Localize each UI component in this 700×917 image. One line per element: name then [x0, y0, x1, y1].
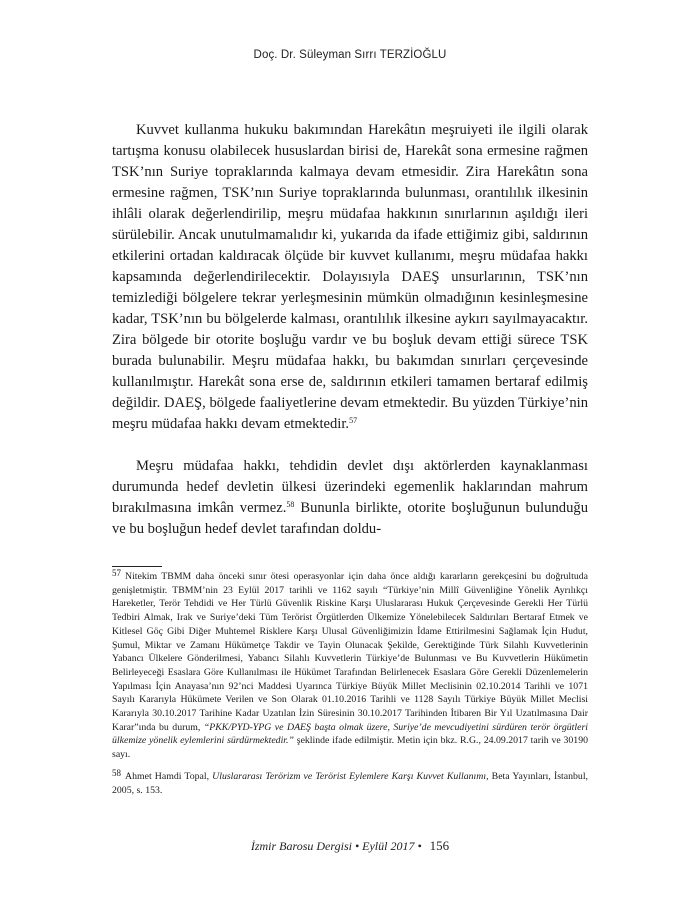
footnote-text: şeklinde ifade edilmiştir. Metin için bkz. R.G., 24.09.2017 tarih ve 30190 sayı.	[112, 735, 588, 761]
footnote-separator	[112, 566, 162, 567]
journal-name: İzmir Barosu Dergisi • Eylül 2017 •	[250, 839, 422, 853]
main-text	[112, 120, 588, 540]
paragraph-2-text-b: Bununla birlikte, otorite boşluğunun bulunduğu ve bu boşluğun hedef devlet tarafından doldu-	[112, 500, 588, 537]
page-footer	[0, 838, 700, 854]
page-number: 156	[429, 838, 450, 853]
running-header: Doç. Dr. Süleyman Sırrı TERZİOĞLU	[253, 49, 447, 61]
footnote-58	[112, 767, 588, 797]
footnote-number: 58	[112, 767, 121, 778]
paragraph-1	[112, 120, 588, 435]
footnote-number: 57	[112, 568, 121, 578]
paragraph-2	[112, 456, 588, 540]
footnote-text: Ahmet Hamdi Topal,	[125, 770, 213, 782]
footnote-ref-57[interactable]: 57	[349, 416, 358, 425]
footnote-text: Beta Yayınları, İstanbul, 2005, s. 153.	[112, 770, 588, 796]
footnote-quote: “PKK/PYD-YPG ve DAEŞ başta olmak üzere, Suriye’de mevcudiyetini sürdüren terör örgütleri ülkemize yönelik eylemlerini sürdürmektedir.”	[112, 721, 588, 747]
footnote-ref-58[interactable]: 58	[286, 500, 295, 509]
footnote-57	[112, 570, 588, 762]
paragraph-2-text-a: Meşru müdafaa hakkı, tehdidin devlet dışı aktörlerden kaynaklanması durumunda hedef devletin ülkesi üzerindeki egemenlik haklarından mahrum bırakılmasına imkân vermez.	[112, 458, 588, 516]
paragraph-1-text: Kuvvet kullanma hukuku bakımından Harekâtın meşruiyeti ile ilgili olarak tartışma konusu olabilecek hususlardan birisi de, Harekât sona ermesine rağmen TSK’nın Suriye topraklarında kalmaya devam etmesidir. Zira Harekâtın sona ermesine rağmen, TSK’nın Suriye topraklarında bulunması, orantılılık ilkesinin ihlâli olarak değerlendirilip, meşru müdafaa hakkının sınırlarının aşıldığı ileri sürülebilir. Ancak unutulmamalıdır ki, yukarıda da ifade ettiğimiz gibi, saldırının etkilerini ortadan kaldıracak ölçüde bir kuvvet kullanımı, meşru müdafaa hakkı kapsamında değerlendirilecektir. Dolayısıyla DAEŞ unsurlarının, TSK’nın temizlediği bölgelere tekrar yerleşmesinin mümkün olmadığının kesinleşmesine kadar, TSK’nın bu bölgelerde kalması, orantılılık ilkesine aykırı sayılmayacaktır. Zira bölgede bir otorite boşluğu vardır ve bu boşluk devam ettiği sürece TSK burada bulunabilir. Meşru müdafaa hakkı, bu bakımdan sınırları çerçevesinde kullanılmıştır. Harekât sona erse de, saldırının etkileri tamamen bertaraf edilmiş değildir. DAEŞ, bölgede faaliyetlerine devam etmektedir. Bu yüzden Türkiye’nin meşru müdafaa hakkı devam etmektedir.	[112, 122, 588, 432]
footnotes	[112, 570, 588, 797]
footnote-text: Nitekim TBMM daha önceki sınır ötesi operasyonlar için daha önce aldığı kararların gerekçesini bu doğrultuda genişletmiştir. TBMM’nin 23 Eylül 2017 tarihli ve 1162 sayılı “Türkiye’nin Millî Güvenliğine Yönelik Ayrılıkçı Hareketler, Terör Tehdidi ve Her Türlü Güvenlik Riskine Karşı Uluslararası Hukuk Çerçevesinde Gerekli Her Türlü Tedbiri Almak, Irak ve Suriye’deki Tüm Terörist Örgütlerden Ülkemize Yönelebilecek Saldırıları Bertaraf Etmek ve Kitlesel Göç Gibi Diğer Muhtemel Risklere Karşı Ulusal Güvenliğimizin İdame Ettirilmesini Sağlamak İçin Hudut, Şumul, Miktar ve Zamanı Hükümetçe Takdir ve Tayin Olunacak Şekilde, Gerektiğinde Türk Silahlı Kuvvetlerinin Yabancı Ülkelere Gönderilmesi, Yabancı Silahlı Kuvvetlerin Türkiye’de Bulunması ve Bu Kuvvetlerin Hükümetin Belirleyeceği Esaslara Göre Kullanılması ile Hükümet Tarafından Belirlenecek Esaslara Göre Gerekli Düzenlemelerin Yapılması İçin Anayasa’nın 92’nci Maddesi Uyarınca Türkiye Büyük Millet Meclisinin 02.10.2014 Tarihli ve 1071 Sayılı Kararıyla Hükümete Verilen ve Son Olarak 01.10.2016 Tarihli ve 1128 Sayılı Türkiye Büyük Millet Meclisi Kararıyla 30.10.2017 Tarihine Kadar Uzatılan İzin Süresinin 30.10.2017 Tarihinden İtibaren Bir Yıl Uzatılmasına Dair Karar”ında bu durum,	[112, 571, 588, 733]
footnote-book-title: Uluslararası Terörizm ve Terörist Eylemlere Karşı Kuvvet Kullanımı,	[212, 770, 489, 782]
